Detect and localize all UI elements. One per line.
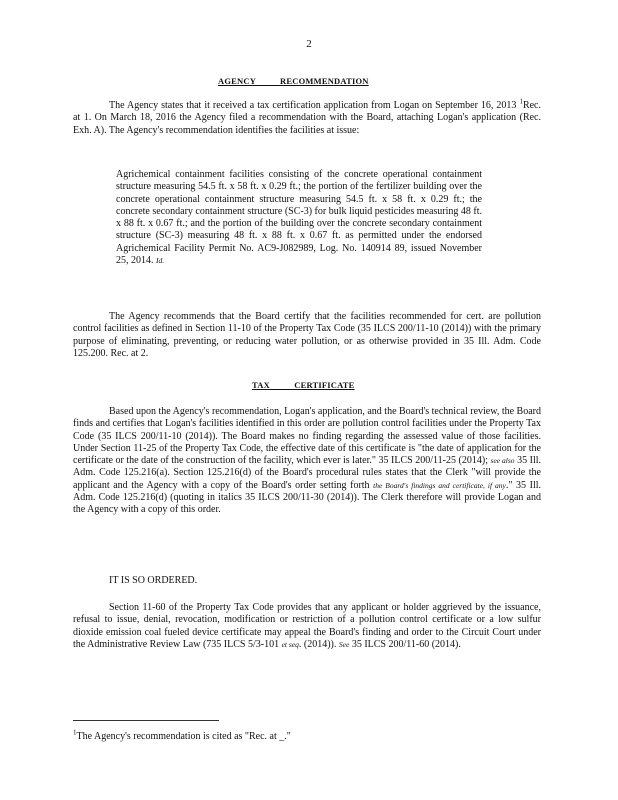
heading-agency-recommendation: AGENCY RECOMMENDATION	[218, 76, 369, 86]
footnote-marker: 1	[73, 728, 77, 737]
footnote-text: The Agency's recommendation is cited as "Rec. at _."	[76, 731, 291, 742]
italic-quote: the Board's findings and certificate, if any	[373, 480, 506, 490]
footnote	[73, 728, 291, 742]
paragraph-agency-recommends: The Agency recommends that the Board certify that the facilities recommended for cert. are pollution control facilities as defined in Section 11-10 of the Property Tax Code (35 ILCS 200/11-10 (2014)) with the primary purpose of eliminating, preventing, or reducing water pollution, or as otherwise provided in 35 Ill. Adm. Code 125.200. Rec. at 2.	[73, 311, 541, 359]
page-number: 2	[306, 38, 312, 50]
see-also-signal: see also	[490, 456, 515, 466]
tax-text-part1: Based upon the Agency's recommendation, Logan's application, and the Board's technical review, the Board finds and certifies that Logan's facilities identified in this order are pollution control facilities under the Property Tax Code (35 ILCS 200/11-10 (2014)). The Board makes no finding regarding the assessed value of those facilities. Under Section 11-25 of the Property Tax Code, the effective date of this certificate is "the date of application for the certificate or the date of the construction of the facility, which ever is later." 35 ILCS 200/11-25 (2014);	[73, 406, 541, 467]
appeal-text-part1: Section 11-60 of the Property Tax Code provides that any applicant or holder aggrieved by the issuance, refusal to issue, denial, revocation, modification or restriction of a pollution control certificate or a low sulfur dioxide emission coal fueled device certificate may appeal the Board's finding and order to the Circuit Court under the Administrative Review Law (735 ILCS 5/3-101	[73, 602, 541, 650]
paragraph-agency-intro-part1: The Agency states that it received a tax certification application from Logan on September 16, 2013	[109, 100, 520, 111]
footnote-ref: 1	[519, 97, 523, 106]
footnote-divider	[73, 720, 219, 721]
appeal-text-part3: 35 ILCS 200/11-60 (2014).	[349, 638, 461, 650]
so-ordered: IT IS SO ORDERED.	[109, 575, 198, 586]
paragraph-agency-intro-part2: Rec. at 1. On March 18, 2016 the Agency filed a recommendation with the Board, attaching Logan's application (Rec. Exh. A). The Agency's recommendation identifies the facilities at issue:	[73, 100, 541, 136]
id-citation: Id.	[156, 256, 165, 266]
heading-tax-certificate: TAX CERTIFICATE	[252, 380, 355, 390]
see-signal: See	[338, 639, 350, 649]
tax-text-part3: ." 35 Ill. Adm. Code 125.216(d) (quoting in italics 35 ILCS 200/11-30 (2014)). The Clerk therefore will provide Logan and the Agency with a copy of this order.	[73, 479, 542, 516]
facilities-block-quote	[116, 169, 482, 267]
tax-text-part2: 35 Ill. Adm. Code 125.216(a). Section 125.216(d) of the Board's procedural rules states that the Clerk "will provide the applicant and the Agency with a copy of the Board's order setting forth	[73, 455, 541, 491]
paragraph-agency-intro	[73, 97, 541, 137]
et-seq-signal: et seq	[281, 639, 299, 649]
paragraph-tax-certificate	[73, 406, 541, 517]
facilities-description: Agrichemical containment facilities consisting of the concrete operational containment structure measuring 54.5 ft. x 58 ft. x 0.29 ft.; the portion of the fertilizer building over the concrete operational containment structure measuring 54.5 ft. x 58 ft. x 0.29 ft.; the concrete secondary containment structure (SC-3) for bulk liquid pesticides measuring 48 ft. x 88 ft. x 0.67 ft.; and the portion of the building over the concrete secondary containment structure (SC-3) measuring 48 ft. x 88 ft. x 0.67 ft. as permitted under the endorsed Agrichemical Facility Permit No. AC9-J082989, Log. No. 140914 89, issued November 25, 2014.	[116, 169, 483, 267]
paragraph-appeal-rights	[73, 602, 541, 651]
appeal-text-part2: . (2014)).	[298, 638, 339, 650]
